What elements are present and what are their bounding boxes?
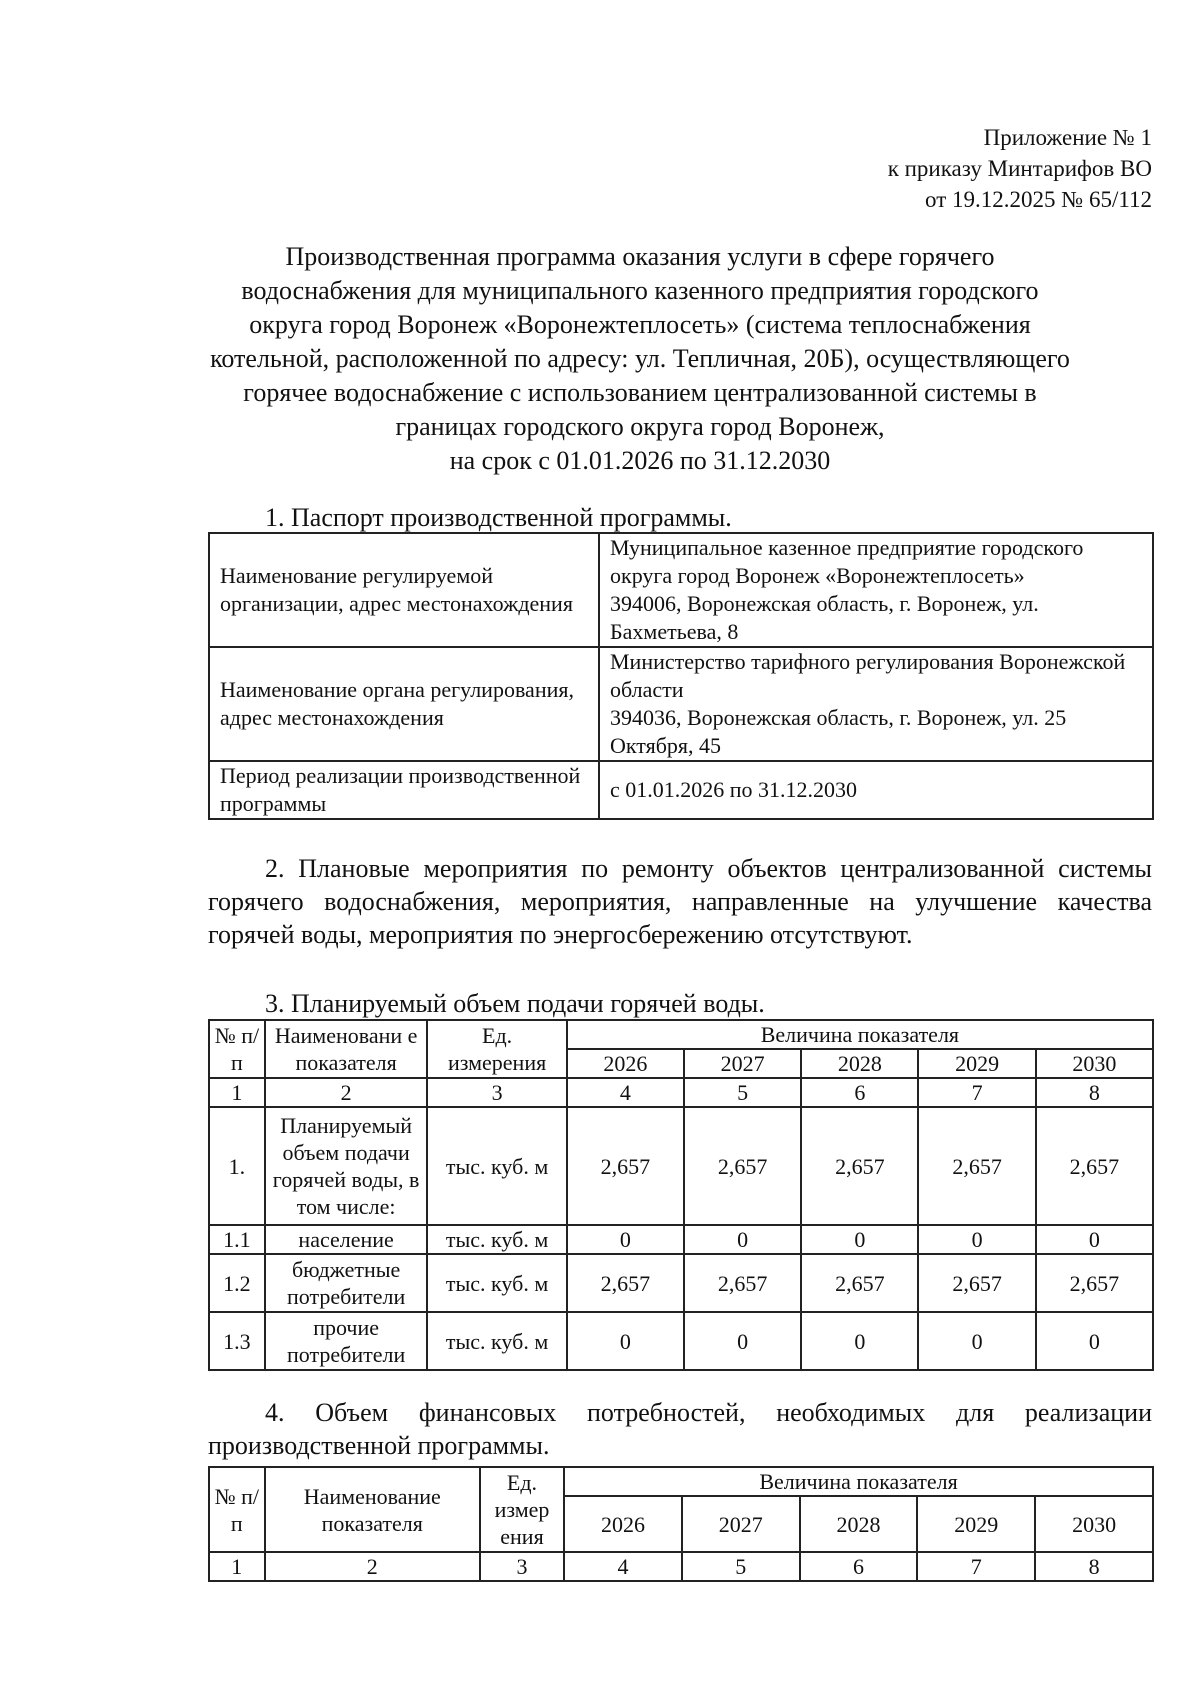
table-row — [209, 1254, 1153, 1312]
title-line-4: котельной, расположенной по адресу: ул. Тепличная, 20Б), осуществляющего — [210, 344, 1070, 373]
passport-value — [599, 647, 1153, 761]
passport-value-line: Министерство тарифного регулирования Воронежской области — [610, 649, 1126, 702]
column-number: 5 — [684, 1078, 801, 1107]
table-row — [209, 1107, 1153, 1225]
header-unit: Ед. измер ения — [480, 1467, 564, 1552]
column-number-row — [209, 1078, 1153, 1107]
header-year: 2030 — [1035, 1496, 1153, 1552]
header-year: 2027 — [682, 1496, 800, 1552]
table-header-row — [209, 1467, 1153, 1496]
column-number: 8 — [1036, 1078, 1153, 1107]
row-value: 2,657 — [801, 1254, 918, 1312]
passport-table — [208, 532, 1154, 820]
column-number: 5 — [682, 1552, 800, 1581]
header-num: № п/п — [209, 1020, 265, 1078]
document-title — [190, 240, 1090, 478]
header-year: 2027 — [684, 1049, 801, 1078]
row-value: 0 — [684, 1225, 801, 1254]
section-4-text — [208, 1396, 1152, 1462]
section-3-heading: 3. Планируемый объем подачи горячей воды. — [265, 989, 765, 1018]
passport-value — [599, 533, 1153, 647]
row-unit: тыс. куб. м — [427, 1312, 566, 1370]
row-value: 2,657 — [567, 1107, 684, 1225]
row-num: 1.1 — [209, 1225, 265, 1254]
row-name: бюджетные потребители — [265, 1254, 428, 1312]
header-value: Величина показателя — [564, 1467, 1153, 1496]
row-value: 0 — [801, 1225, 918, 1254]
header-name: Наименование показателя — [265, 1467, 480, 1552]
header-year: 2026 — [564, 1496, 682, 1552]
row-name: Планируемый объем подачи горячей воды, в том числе: — [265, 1107, 428, 1225]
row-value: 2,657 — [567, 1254, 684, 1312]
passport-row — [209, 761, 1153, 819]
title-line-6: границах городского округа город Воронеж, — [395, 412, 885, 441]
passport-label: Наименование регулируемой организации, адрес местонахождения — [209, 533, 599, 647]
finance-table — [208, 1466, 1154, 1582]
row-value: 0 — [567, 1312, 684, 1370]
header-name: Наименовани е показателя — [265, 1020, 428, 1078]
row-num: 1.2 — [209, 1254, 265, 1312]
row-value: 0 — [567, 1225, 684, 1254]
passport-value-line: Муниципальное казенное предприятие городского округа город Воронеж «Воронежтеплосеть» — [610, 535, 1084, 588]
row-value: 2,657 — [684, 1254, 801, 1312]
row-value: 2,657 — [1036, 1107, 1153, 1225]
column-number: 7 — [918, 1078, 1035, 1107]
section-2-text — [208, 852, 1152, 951]
appendix-reference — [888, 122, 1152, 215]
row-value: 0 — [918, 1312, 1035, 1370]
row-value: 0 — [684, 1312, 801, 1370]
appendix-line-3: от 19.12.2025 № 65/112 — [925, 187, 1152, 212]
row-num: 1. — [209, 1107, 265, 1225]
row-value: 2,657 — [684, 1107, 801, 1225]
column-number: 1 — [209, 1078, 265, 1107]
row-name: население — [265, 1225, 428, 1254]
column-number: 6 — [801, 1078, 918, 1107]
section-1-heading: 1. Паспорт производственной программы. — [265, 503, 732, 532]
row-value: 0 — [801, 1312, 918, 1370]
row-name: прочие потребители — [265, 1312, 428, 1370]
row-value: 2,657 — [918, 1254, 1035, 1312]
volume-table — [208, 1019, 1154, 1371]
column-number: 2 — [265, 1552, 480, 1581]
column-number: 2 — [265, 1078, 428, 1107]
row-num: 1.3 — [209, 1312, 265, 1370]
column-number: 3 — [480, 1552, 564, 1581]
header-num: № п/п — [209, 1467, 265, 1552]
row-unit: тыс. куб. м — [427, 1254, 566, 1312]
header-year: 2029 — [918, 1049, 1035, 1078]
column-number: 1 — [209, 1552, 265, 1581]
table-header-row — [209, 1020, 1153, 1049]
column-number: 7 — [917, 1552, 1035, 1581]
passport-label: Период реализации производственной программы — [209, 761, 599, 819]
column-number: 6 — [800, 1552, 918, 1581]
title-line-7: на срок с 01.01.2026 по 31.12.2030 — [449, 446, 831, 475]
row-value: 2,657 — [1036, 1254, 1153, 1312]
column-number: 8 — [1035, 1552, 1153, 1581]
appendix-line-1: Приложение № 1 — [983, 125, 1152, 150]
section-2-body: 2. Плановые мероприятия по ремонту объектов централизованной системы горячего водоснабжения, мероприятия, направленные на улучшение качества горячей воды, мероприятия по энергосбережению отсутствуют. — [208, 854, 1152, 949]
header-value: Величина показателя — [567, 1020, 1153, 1049]
header-year: 2026 — [567, 1049, 684, 1078]
row-unit: тыс. куб. м — [427, 1225, 566, 1254]
column-number: 4 — [564, 1552, 682, 1581]
table-row — [209, 1225, 1153, 1254]
header-year: 2030 — [1036, 1049, 1153, 1078]
appendix-line-2: к приказу Минтарифов ВО — [887, 156, 1152, 181]
row-value: 0 — [1036, 1312, 1153, 1370]
title-line-2: водоснабжения для муниципального казенного предприятия городского — [241, 276, 1039, 305]
row-value: 2,657 — [801, 1107, 918, 1225]
column-number: 3 — [427, 1078, 566, 1107]
header-year: 2028 — [800, 1496, 918, 1552]
column-number-row — [209, 1552, 1153, 1581]
header-unit: Ед. измерения — [427, 1020, 566, 1078]
row-value: 0 — [1036, 1225, 1153, 1254]
row-unit: тыс. куб. м — [427, 1107, 566, 1225]
header-year: 2028 — [801, 1049, 918, 1078]
passport-value: с 01.01.2026 по 31.12.2030 — [599, 761, 1153, 819]
passport-row — [209, 647, 1153, 761]
title-line-3: округа город Воронеж «Воронежтеплосеть» (система теплоснабжения — [249, 310, 1031, 339]
title-line-5: горячее водоснабжение с использованием централизованной системы в — [243, 378, 1037, 407]
passport-value-line: 394036, Воронежская область, г. Воронеж, ул. 25 Октября, 45 — [610, 705, 1067, 758]
header-year: 2029 — [917, 1496, 1035, 1552]
title-line-1: Производственная программа оказания услуги в сфере горячего — [285, 242, 995, 271]
passport-row — [209, 533, 1153, 647]
column-number: 4 — [567, 1078, 684, 1107]
passport-label: Наименование органа регулирования, адрес местонахождения — [209, 647, 599, 761]
row-value: 0 — [918, 1225, 1035, 1254]
section-4-body: 4. Объем финансовых потребностей, необходимых для реализации производственной программы. — [208, 1398, 1152, 1460]
passport-value-line: 394006, Воронежская область, г. Воронеж, ул. Бахметьева, 8 — [610, 591, 1039, 644]
table-row — [209, 1312, 1153, 1370]
row-value: 2,657 — [918, 1107, 1035, 1225]
